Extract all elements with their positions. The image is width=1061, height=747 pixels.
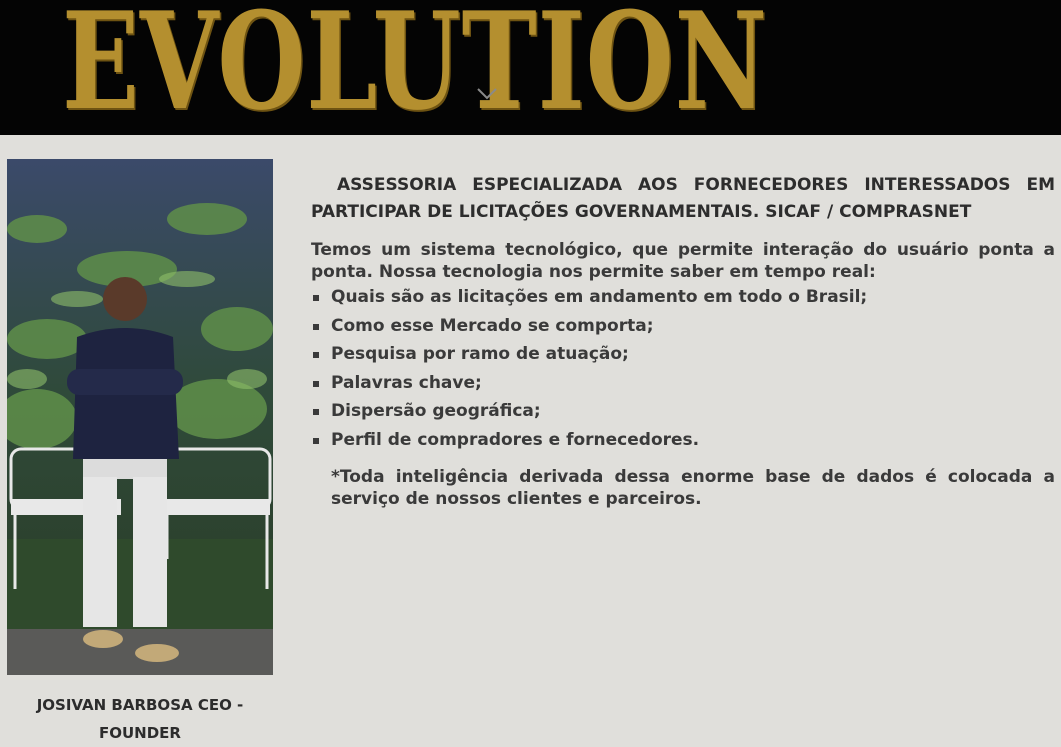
feature-item: Dispersão geográfica; [311, 397, 1055, 426]
footnote-text: *Toda inteligência derivada dessa enorme base de dados é colocada a serviço de nossos clientes e parceiros. [331, 467, 1055, 509]
page-heading: ASSESSORIA ESPECIALIZADA AOS FORNECEDORES INTERESSADOS EM PARTICIPAR DE LICITAÇÕES GOVERNAMENTAIS. SICAF / COMPRASNET [311, 175, 1055, 222]
founder-caption: JOSIVAN BARBOSA CEO - FOUNDER [36, 696, 244, 742]
feature-list [311, 283, 1055, 454]
evolution-logo[interactable]: EVOLUTION [62, 0, 768, 135]
feature-item: Perfil de compradores e fornecedores. [311, 426, 1055, 455]
site-header [0, 0, 1061, 135]
feature-item: Palavras chave; [311, 369, 1055, 398]
intro-text: Temos um sistema tecnológico, que permite interação do usuário ponta a ponta. Nossa tecnologia nos permite saber em tempo real: [311, 240, 1055, 282]
chevron-down-icon[interactable] [476, 87, 498, 101]
main-content [311, 172, 1055, 510]
feature-item: Quais são as licitações em andamento em todo o Brasil; [311, 283, 1055, 312]
feature-item: Pesquisa por ramo de atuação; [311, 340, 1055, 369]
feature-item: Como esse Mercado se comporta; [311, 312, 1055, 341]
founder-photo [7, 159, 273, 675]
